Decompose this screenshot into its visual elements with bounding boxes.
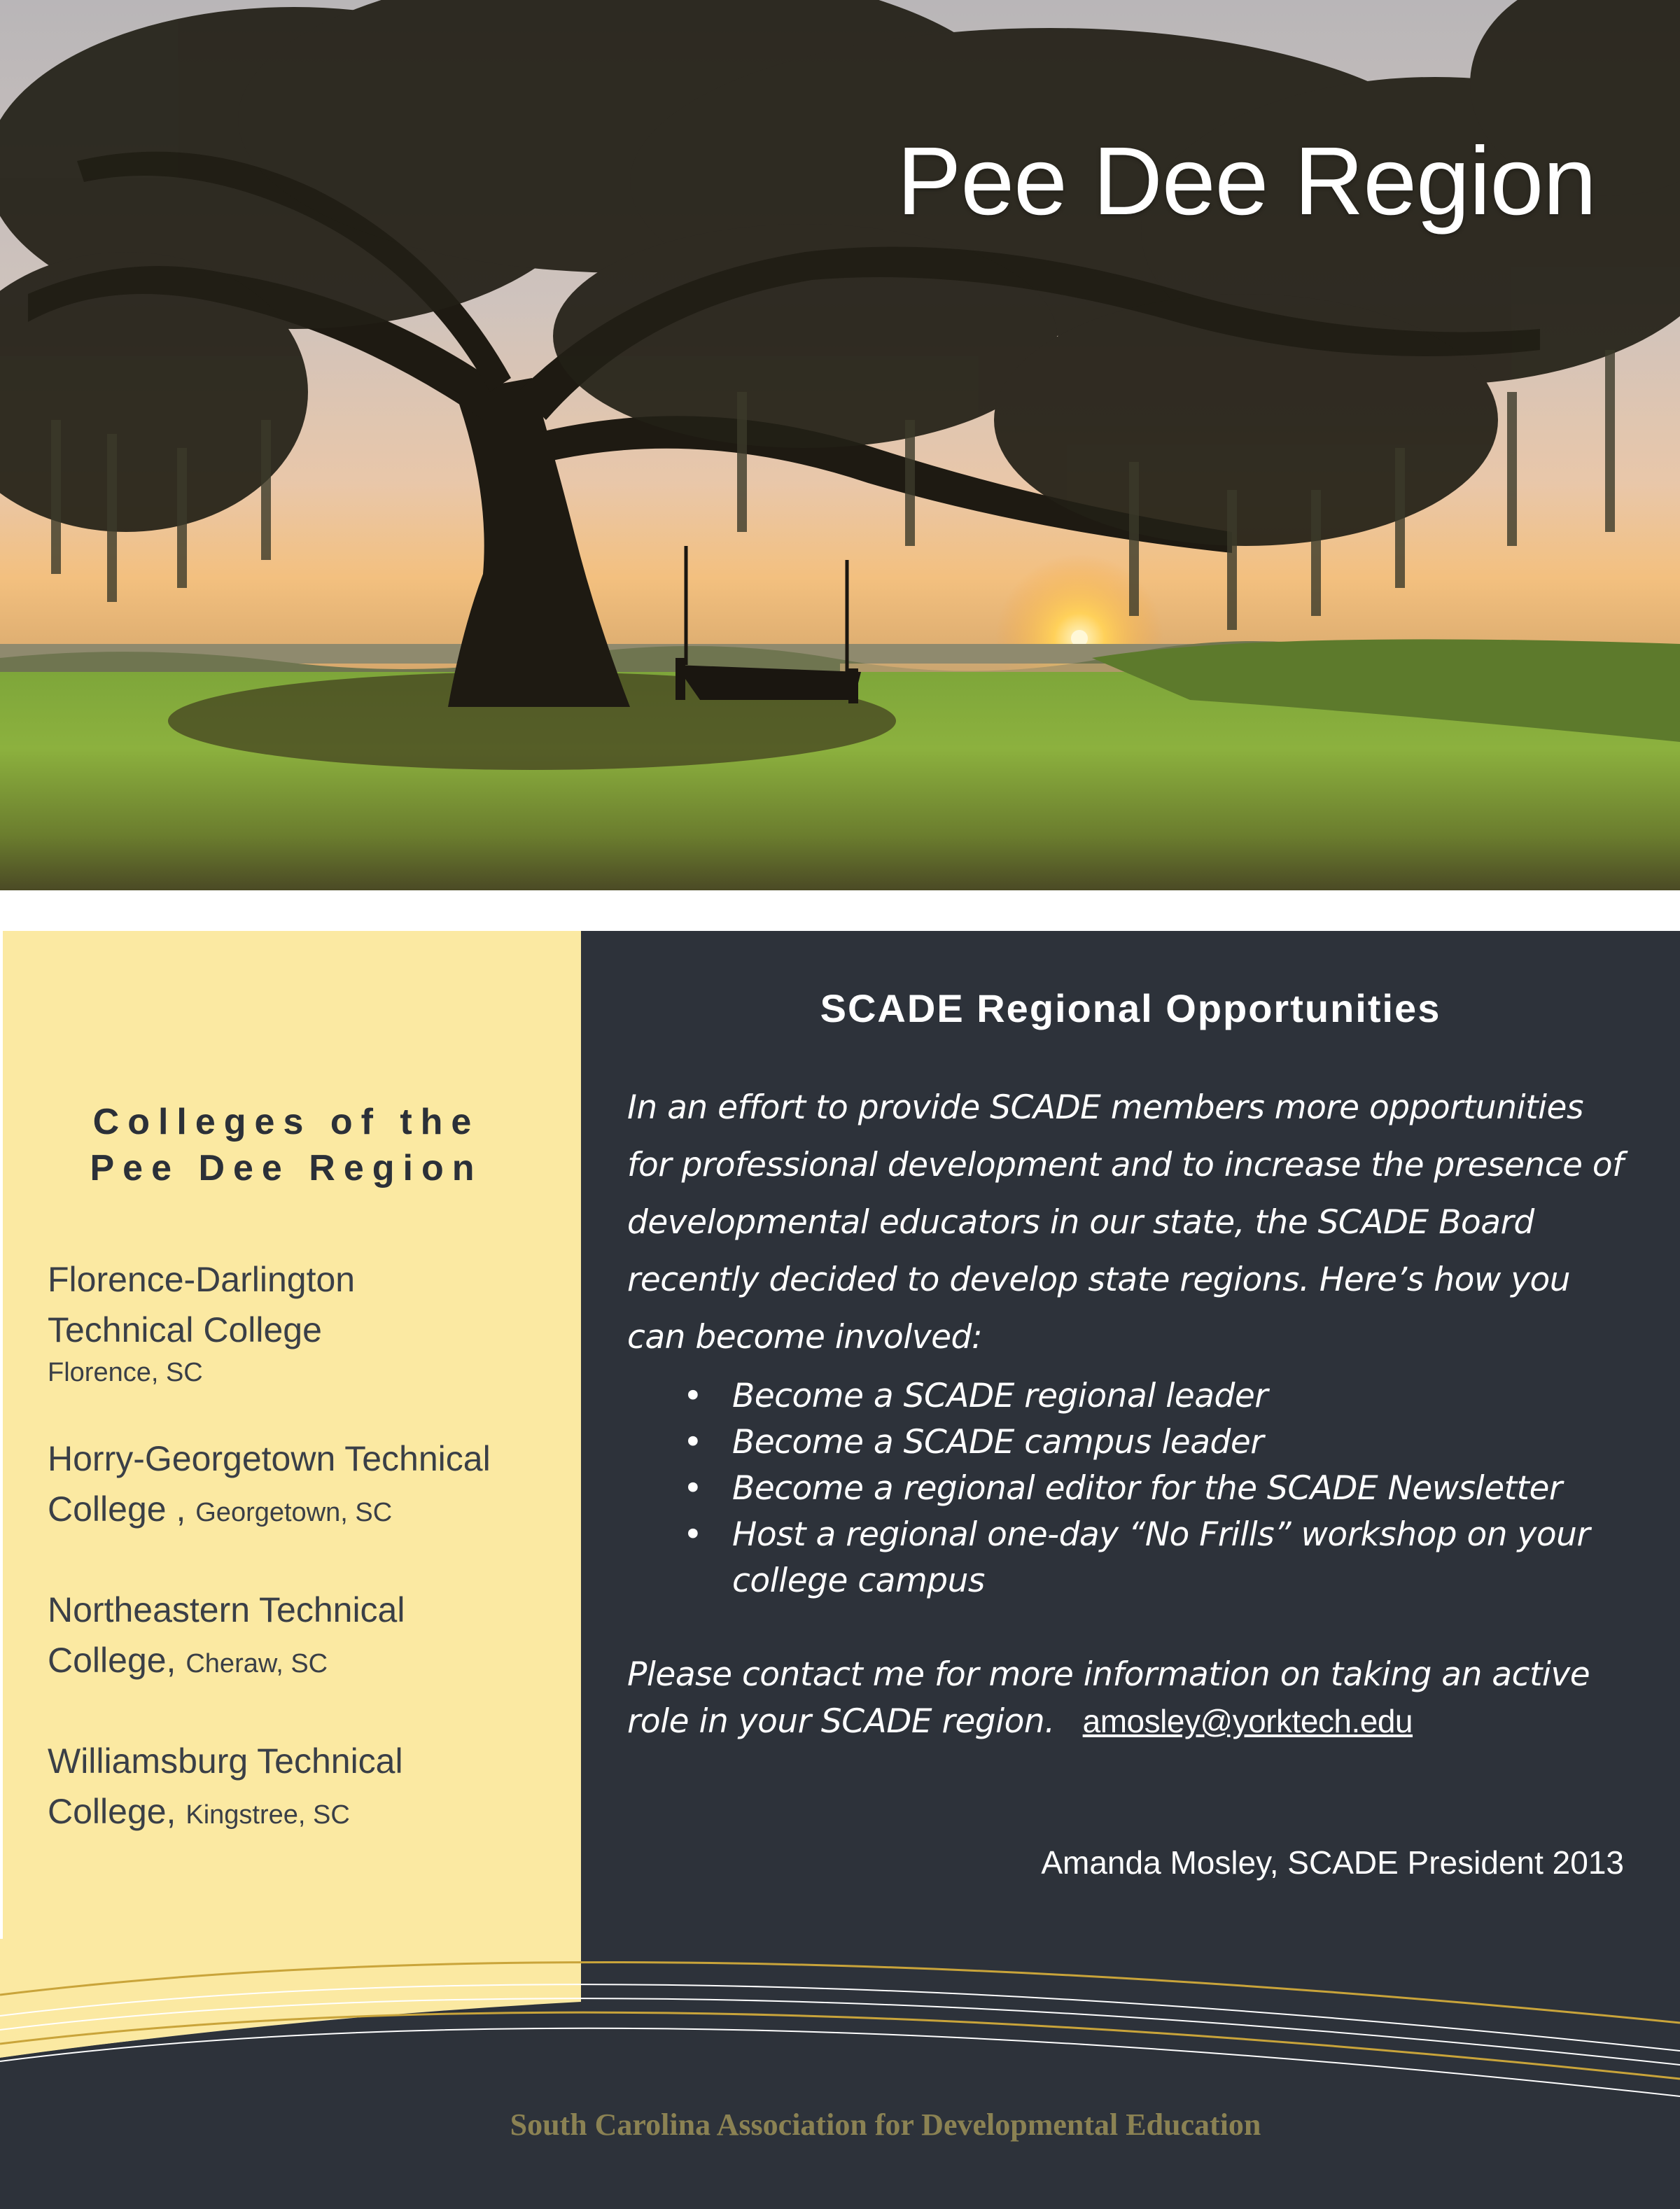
- footer-band: [0, 1939, 1680, 2209]
- email-link[interactable]: amosley@yorktech.edu: [1082, 1703, 1413, 1739]
- intro-line: In an effort to provide SCADE members more opportunities: [627, 1088, 1583, 1127]
- intro-line: for professional development and to increase the presence of: [627, 1146, 1624, 1184]
- college-name-line2: College,: [48, 1792, 176, 1831]
- college-name-line1: Williamsburg Technical: [48, 1741, 403, 1781]
- list-item: • Become a SCADE campus leader: [627, 1419, 1649, 1466]
- bullet-icon: •: [683, 1469, 703, 1508]
- footer-swoosh-graphic: [0, 1939, 1680, 2209]
- college-name-line1: Florence-Darlington: [48, 1260, 356, 1299]
- involvement-list: [627, 1373, 1649, 1604]
- contact-line2: role in your SCADE region.: [627, 1702, 1055, 1741]
- college-entry-williamsburg: [48, 1736, 566, 1840]
- organization-name: South Carolina Association for Developmental Education: [510, 2108, 1261, 2142]
- college-location: Florence, SC: [48, 1358, 203, 1387]
- colleges-panel: [3, 931, 581, 2009]
- bullet-icon: •: [683, 1515, 703, 1554]
- page-title: Pee Dee Region: [897, 127, 1596, 235]
- college-entry-florence-darlington: [48, 1254, 566, 1390]
- contact-line1: Please contact me for more information on taking an active: [627, 1655, 1590, 1694]
- bullet-icon: •: [683, 1423, 703, 1461]
- opportunities-panel: [581, 931, 1680, 1939]
- colleges-heading: [3, 1099, 570, 1191]
- college-name-line1: Horry-Georgetown Technical: [48, 1439, 491, 1478]
- contact-paragraph: [627, 1652, 1649, 1745]
- hero-image: [0, 0, 1680, 890]
- list-item: • Become a regional editor for the SCADE Newsletter: [627, 1466, 1649, 1512]
- college-entry-northeastern: [48, 1585, 566, 1689]
- colleges-heading-line1: Colleges of the: [92, 1102, 480, 1142]
- college-name-line1: Northeastern Technical: [48, 1590, 405, 1629]
- intro-line: developmental educators in our state, the SCADE Board: [627, 1203, 1534, 1242]
- signature: Amanda Mosley, SCADE President 2013: [1041, 1844, 1624, 1881]
- intro-paragraph: [627, 1079, 1649, 1366]
- bullet-icon: •: [683, 1377, 703, 1415]
- opportunities-title: SCADE Regional Opportunities: [820, 986, 1441, 1030]
- intro-line: recently decided to develop state regions. Here’s how you: [627, 1261, 1571, 1299]
- college-name-line2: College ,: [48, 1489, 186, 1529]
- college-name-line2: Technical College: [48, 1310, 322, 1349]
- college-location: Georgetown, SC: [195, 1498, 393, 1527]
- college-location: Kingstree, SC: [186, 1800, 350, 1830]
- college-name-line2: College,: [48, 1641, 176, 1680]
- list-item: • Become a SCADE regional leader: [627, 1373, 1649, 1419]
- college-location: Cheraw, SC: [186, 1649, 328, 1678]
- intro-line: can become involved:: [627, 1318, 983, 1356]
- colleges-heading-line2: Pee Dee Region: [90, 1148, 483, 1188]
- college-entry-horry-georgetown: [48, 1433, 566, 1538]
- list-item: • Host a regional one-day “No Frills” workshop on your college campus: [627, 1512, 1649, 1604]
